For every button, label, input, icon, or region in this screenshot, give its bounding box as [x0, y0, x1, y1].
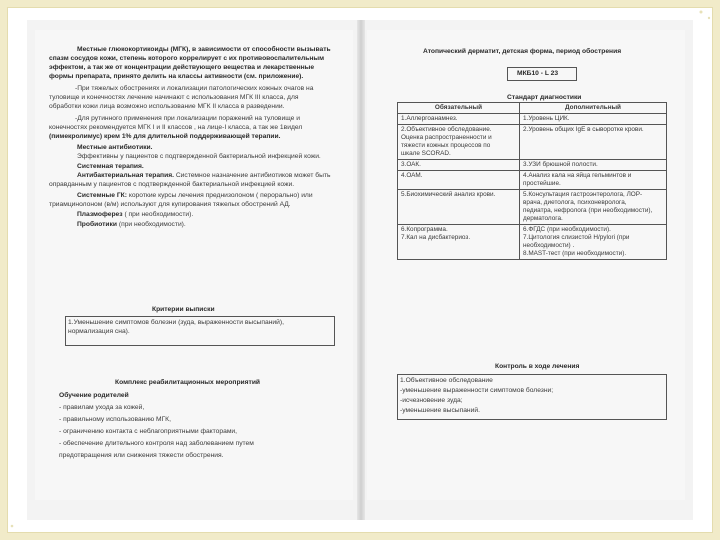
antibacterial-text: Системное назначение антибиотиков может быть	[175, 172, 331, 179]
para-line-9: конечностях рекомендуется МГК I и II классов , на лице-I класса, а так же 1видел	[49, 124, 303, 131]
para-line-3: эффектом, а так же от концентрации действующего вещества и лекарственные	[49, 64, 315, 71]
heading-systemic: Системная терапия.	[77, 163, 144, 170]
right-title: Атопический дерматит, детская форма, период обострения	[423, 48, 622, 55]
discharge-title: Критерии выписки	[152, 306, 215, 313]
para-line-8: -Для рутинного применения при локализации поражений на туловище и	[75, 115, 300, 122]
antibacterial-text-2: оправданным у пациентов с подтвержденной бактериальной инфекцией кожи.	[49, 181, 295, 188]
table-header-row	[398, 103, 667, 114]
heading-plasmapheresis: Плазмоферез	[77, 211, 123, 218]
cell-left: 2.Объективное обследование. Оценка распространенности и тяжести кожных процессов по шкале SCORAD.	[398, 125, 520, 160]
control-line-1: 1.Объективное обследование	[400, 377, 493, 384]
left-page	[35, 30, 353, 500]
discharge-line-1: 1.Уменьшение симптомов болезни (зуда, выраженности высыпаний),	[68, 319, 284, 326]
probiotics-text: (при необходимости).	[118, 221, 186, 228]
para-line-2: спазм сосудов кожи, степень которого коррелирует с их противовоспалительным	[49, 55, 325, 62]
cell-right: 2.Уровень общих IgE в сыворотке крови.	[520, 125, 667, 160]
rehab-item-1: - правилам ухода за кожей,	[59, 404, 145, 411]
discharge-line-2: нормализация сна).	[68, 328, 130, 335]
table-row	[398, 160, 667, 171]
icd-code: МКБ10 - L 23	[517, 70, 559, 77]
cell-left: 1.Аллергоанамнез.	[398, 114, 520, 125]
cell-right: 3.УЗИ брюшной полости.	[520, 160, 667, 171]
table-row	[398, 225, 667, 260]
std-title: Стандарт диагностики	[507, 94, 582, 101]
gk-line	[77, 192, 313, 200]
table-row	[398, 114, 667, 125]
gk-text: короткие курсы лечения преднизолоном ( перорально) или	[128, 192, 313, 199]
para-line-7: обработки кожи лица возможно использование МГК II класса в разведении.	[49, 103, 285, 110]
plasma-line	[77, 211, 193, 219]
probiotics-line	[77, 221, 186, 229]
antibiotics-text: Эффективны у пациентов с подтвержденной бактериальной инфекцией кожи.	[77, 153, 321, 160]
col-header-additional: Дополнительный	[520, 103, 667, 114]
cell-left: 4.ОАМ.	[398, 171, 520, 190]
para-line-1: Местные глюкокортикоиды (МГК), в зависимости от способности вызывать	[77, 46, 331, 53]
cell-left: 3.ОАК.	[398, 160, 520, 171]
cell-right: 1.Уровень ЦИК.	[520, 114, 667, 125]
rehab-item-2: - правильному использованию МГК,	[59, 416, 171, 423]
rehab-item-3: - ограничению контакта с неблагоприятными факторами,	[59, 428, 238, 435]
plasma-text: ( при необходимости).	[124, 211, 194, 218]
para-line-6: туловище и конечностях лечение начинают с использования МГК III класса, для	[49, 94, 299, 101]
table-row	[398, 190, 667, 225]
para-line-4: формы препарата, принято делить на классы активности (см. приложение).	[49, 73, 304, 80]
cell-left: 6.Копрограмма. 7.Кал на дисбактериоз.	[398, 225, 520, 260]
right-page	[367, 30, 685, 500]
cell-left: 5.Биохимический анализ крови.	[398, 190, 520, 225]
table-row	[398, 171, 667, 190]
col-header-mandatory: Обязательный	[398, 103, 520, 114]
control-title: Контроль в ходе лечения	[495, 363, 580, 370]
diagnostics-table	[397, 102, 667, 260]
heading-antibacterial: Антибактериальная терапия.	[77, 172, 174, 179]
control-line-3: -исчезновение зуда;	[400, 397, 463, 404]
control-line-2: -уменьшение выраженности симптомов болезни;	[400, 387, 554, 394]
rehab-item-4: - обеспечение длительного контроля над заболеванием путем	[59, 440, 254, 447]
gk-text-2: триамцинолоном (в/м) используют для купирования тяжелых обострений АД.	[49, 201, 291, 208]
para-line-10: (пимекролимус) крем 1% для длительной поддерживающей терапии.	[49, 133, 281, 140]
cell-right: 4.Анализ кала на яйца гельминтов и простейшие.	[520, 171, 667, 190]
para-line-5: -При тяжелых обострениях и локализации патологических кожных очагов на	[75, 85, 314, 92]
book-gutter	[357, 20, 365, 520]
rehab-title: Комплекс реабилитационных мероприятий	[115, 379, 261, 386]
cell-right: 5.Консультация гастроэнтеролога, ЛОР- врача, диетолога, психоневролога, педиатра, нефролога (при необходимости), дерматолога.	[520, 190, 667, 225]
rehab-item-5: предотвращения или снижения тяжести обострения.	[59, 452, 224, 459]
heading-systemic-gk: Системные ГК:	[77, 192, 127, 199]
heading-probiotics: Пробиотики	[77, 221, 117, 228]
antibacterial-line	[77, 172, 331, 180]
document-spread	[27, 20, 693, 520]
cell-right: 6.ФГДС (при необходимости). 7.Цитология слизистой Н/pylori (при необходимости) . 8.МАST-тест (при необходимости).	[520, 225, 667, 260]
rehab-subtitle: Обучение родителей	[59, 392, 129, 399]
table-row	[398, 125, 667, 160]
control-line-4: -уменьшение высыпаний.	[400, 407, 480, 414]
heading-antibiotics: Местные антибиотики.	[77, 144, 153, 151]
